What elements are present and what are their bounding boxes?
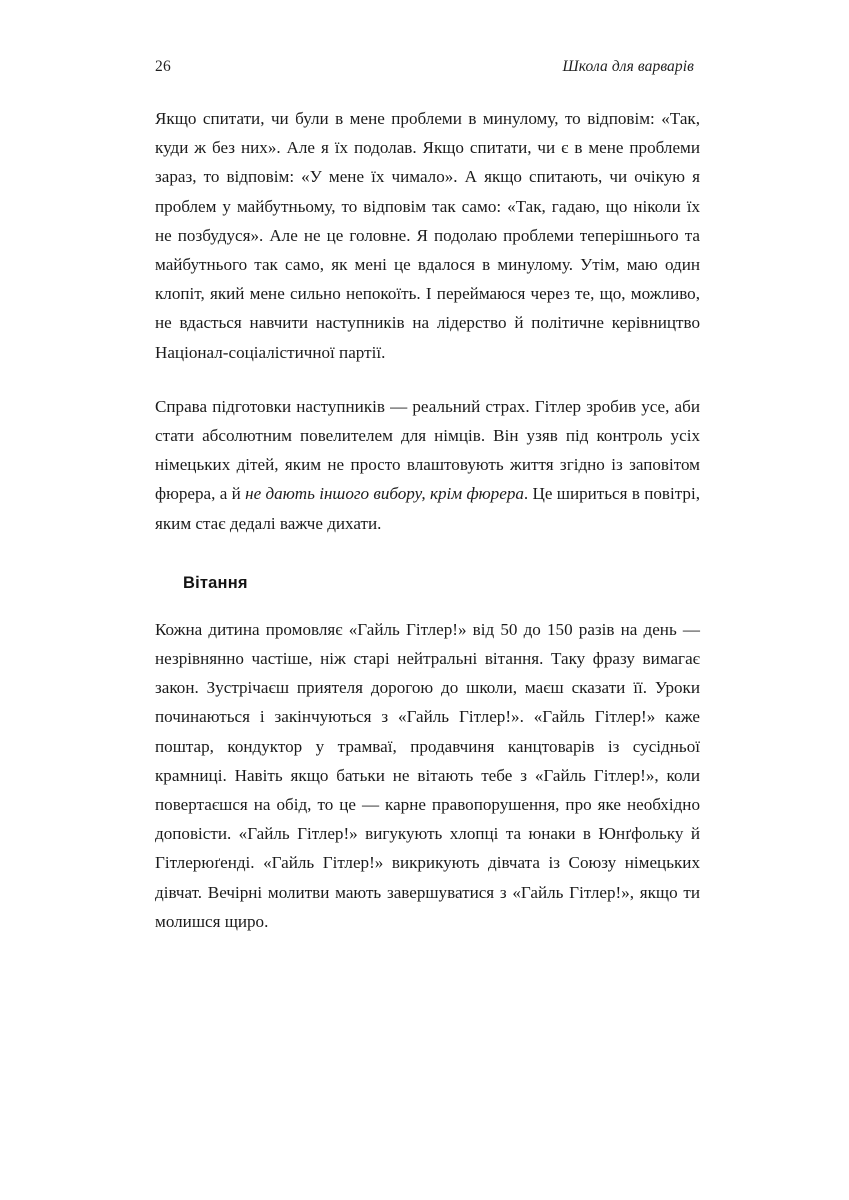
section-heading: Вітання: [183, 573, 248, 592]
page-number: 26: [155, 58, 171, 75]
paragraph-2-emphasis: не дають іншого вибору, крім фюрера: [245, 484, 524, 504]
paragraph-1: Якщо спитати, чи були в мене проблеми в минулому, то відповім: «Так, куди ж без них». Але я їх подолав. Якщо спитати, чи є в мене проблеми зараз, то відповім: «У мене їх чимало». А якщо спитають, чи очікую я проблем у майбутньому, то відповім так само: «Так, гадаю, що ніколи їх не позбудуся». Але не це головне. Я подолаю проблеми теперішнього та майбутнього так само, як мені це вдалося в минулому. Утім, маю один клопіт, який мене сильно непокоїть. І переймаюся через те, що, можливо, не вдасться навчити наступників на лідерство й політичне керівництво Націонал-соціалістичної партії.: [155, 109, 700, 362]
running-title: Школа для варварів: [562, 58, 694, 75]
paragraph-2: [155, 392, 700, 538]
paragraph-2-text-end: . Це шириться в повітрі, яким стає дедалі важче дихати.: [155, 484, 700, 533]
page-body: [155, 104, 700, 936]
paragraph-2-text-start: Справа підготовки наступників — реальний страх. Гітлер зробив усе, аби стати абсолютним повелителем для німців. Він узяв під контроль усіх німецьких дітей, яким не просто влаштовують життя згідно із заповітом фюрера, а й: [155, 396, 700, 504]
paragraph-3: Кожна дитина промовляє «Гайль Гітлер!» від 50 до 150 разів на день — незрівнянно частіше, ніж старі нейтральні вітання. Таку фразу вимагає закон. Зустрічаєш приятеля дорогою до школи, маєш сказати її. Уроки починаються і закінчуються з «Гайль Гітлер!». «Гайль Гітлер!» каже поштар, кондуктор у трамваї, продавчиня канцтоварів із сусідньої крамниці. Навіть якщо батьки не вітають тебе з «Гайль Гітлер!», коли повертаєшся на обід, то це — карне правопорушення, про яке необхідно доповісти. «Гайль Гітлер!» вигукують хлопці та юнаки в Юнґфольку й Гітлерюґенді. «Гайль Гітлер!» викрикують дівчата із Союзу німецьких дівчат. Вечірні молитви мають завершуватися з «Гайль Гітлер!», якщо ти молишся щиро.: [155, 619, 700, 931]
running-head: [155, 58, 694, 80]
